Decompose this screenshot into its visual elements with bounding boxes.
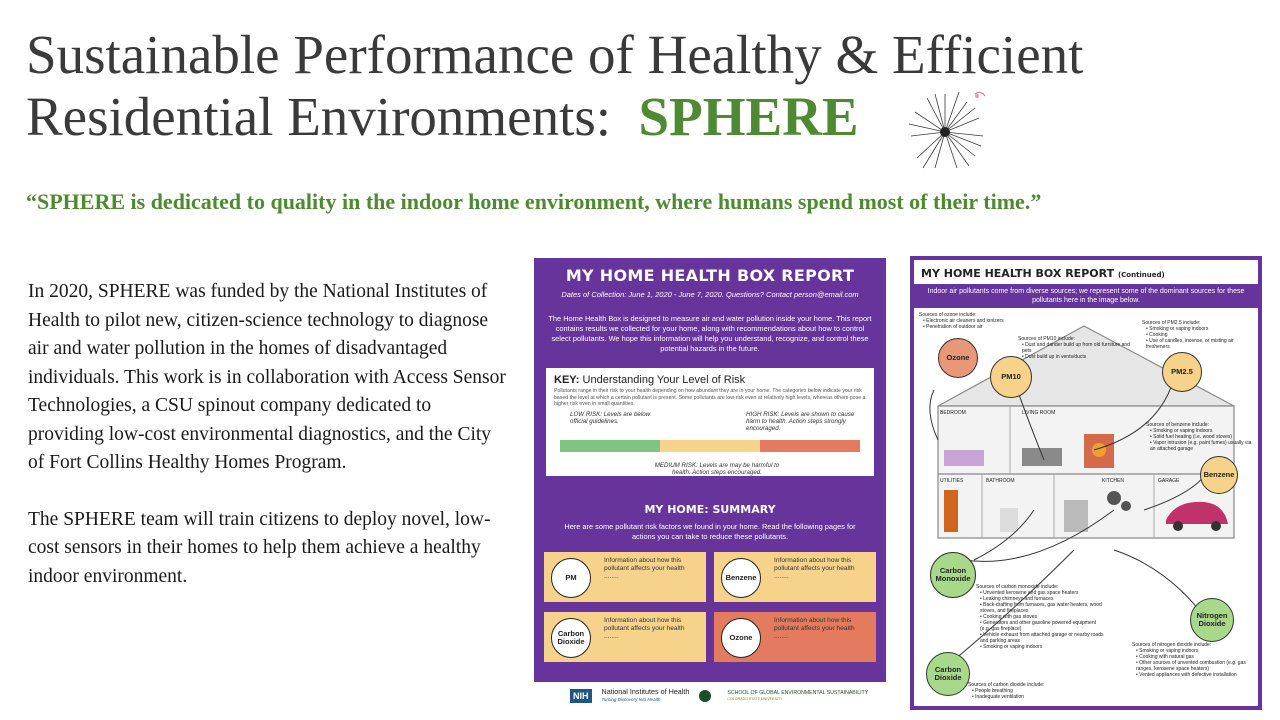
low-risk-label: LOW RISK: Levels are below official guidelines. — [570, 411, 651, 425]
carbon-dioxide-circle: Carbon Dioxide — [926, 652, 970, 696]
risk-bar-low — [560, 440, 660, 452]
risk-key-box — [546, 368, 874, 476]
nih-name: National Institutes of Health Turning Discovery Into Health — [601, 687, 690, 702]
room-label-kitchen: KITCHEN — [1102, 478, 1124, 484]
title-line-2: Residential Environments: SPHERE — [26, 86, 859, 147]
ozone-sources: Sources of ozone include: • Electronic air cleaners and ionizers • Penetration of outdoor air — [919, 312, 1039, 330]
report2-banner: Indoor air pollutants come from diverse sources; we represent some of the dominant sources for these pollutants here in the image below. — [914, 284, 1258, 308]
title-line-1: Sustainable Performance of Healthy & Efficient — [26, 24, 1084, 85]
room-label-bathroom: BATHROOM — [986, 478, 1015, 484]
csu-ram-icon — [699, 690, 711, 702]
card-text: Information about how this pollutant affects your health ........ — [604, 557, 685, 580]
pm25-sources: Sources of PM2.5 include: • Smoking or vaping indoors • Cooking • Use of candles, incense, or misting air fresheners — [1142, 320, 1256, 350]
summary-card-pm — [544, 552, 706, 602]
brand-name: SPHERE — [638, 86, 859, 147]
risk-bar-medium — [660, 440, 760, 452]
body-text — [28, 278, 508, 591]
report1-header — [534, 258, 886, 310]
ozone-circle: Ozone — [938, 338, 978, 378]
report1-intro: The Home Health Box is designed to measure air and water pollution inside your home. This report contains results we collected for your home, along with recommendations about how to control select pollutants. We hope this information will help you understand, recognize, and control these potential hazards in the future. — [548, 314, 872, 353]
report1-title: MY HOME HEALTH BOX REPORT — [565, 266, 855, 285]
card-text: Information about how this pollutant affects your health ........ — [774, 557, 855, 580]
summary-card-carbon-dioxide — [544, 612, 706, 662]
report2-title: MY HOME HEALTH BOX REPORT (Continued) — [921, 267, 1165, 280]
slide-title — [26, 24, 1266, 148]
csu-name: SCHOOL OF GLOBAL ENVIRONMENTAL SUSTAINABILITY COLORADO STATE UNIVERSITY — [727, 690, 869, 701]
medium-risk-label: MEDIUM RISK: Levels are may be harmful to health. Action steps encouraged. — [654, 462, 780, 476]
high-risk-label: HIGH RISK: Levels are shown to cause harm to health. Action steps strongly encouraged. — [746, 411, 855, 432]
summary-description: Here are some pollutant risk factors we found in your home. Read the following pages for actions you can take to reduce these pollutants. — [564, 522, 856, 541]
pollutant-circle: Benzene — [721, 558, 761, 598]
pollutant-circle: PM — [551, 558, 591, 598]
key-description: Pollutants range in their risk to your health depending on how abundant they are in your home. The categories below indicate your risk based the level at which a certain pollutant is present. Some pollutants are low-risk even at relatively high levels, whereas others pose a higher risk even in small quantities. — [554, 388, 866, 407]
carbon-dioxide-sources: Sources of carbon dioxide include: • People breathing • Inadequate ventilation — [968, 682, 1098, 700]
key-title: KEY: Understanding Your Level of Risk — [554, 374, 746, 386]
nitrogen-dioxide-circle: Nitrogen Dioxide — [1190, 598, 1234, 642]
summary-card-benzene — [714, 552, 876, 602]
card-text: Information about how this pollutant affects your health ........ — [604, 617, 685, 640]
report1-dates: Dates of Collection: June 1, 2020 - June 7, 2020. Questions? Contact person@email.com — [561, 290, 859, 299]
room-label-living-room: LIVING ROOM — [1022, 410, 1056, 416]
pollutant-circle: Ozone — [721, 618, 761, 658]
room-label-bedroom: BEDROOM — [940, 410, 966, 416]
pollutant-circle: Carbon Dioxide — [551, 618, 591, 658]
paragraph-1: In 2020, SPHERE was funded by the National Institutes of Health to pilot new, citizen-science technology to diagnose air and water pollution in the homes of disadvantaged individuals. This work is in collaboration with Access Sensor Technologies, a CSU spinout company dedicated to providing low-cost environmental diagnostics, and the City of Fort Collins Healthy Homes Program. — [28, 281, 506, 473]
report-page-2 — [910, 256, 1262, 710]
pm25-circle: PM2.5 — [1162, 352, 1202, 392]
benzene-sources: Sources of benzene include: • Smoking or vaping indoors • Solid fuel heating (i.e. wood stoves) • Vapor intrusion (e.g. paint fumes) usually via an attached garage — [1146, 422, 1258, 452]
paragraph-2: The SPHERE team will train citizens to deploy novel, low-cost sensors in their homes to help them achieve a healthy indoor environment. — [28, 508, 491, 587]
report-page-1 — [534, 258, 886, 710]
dandelion-logo — [905, 88, 991, 174]
summary-card-ozone — [714, 612, 876, 662]
risk-bar-high — [760, 440, 860, 452]
room-label-garage: GARAGE — [1158, 478, 1180, 484]
card-text: Information about how this pollutant affects your health ........ — [774, 617, 855, 640]
room-label-utilities: UTILITIES — [940, 478, 964, 484]
nih-logo: NIH — [570, 689, 592, 703]
benzene-circle: Benzene — [1200, 456, 1238, 494]
mission-quote: “SPHERE is dedicated to quality in the indoor home environment, where humans spend most of their time.” — [26, 189, 1042, 214]
nitrogen-dioxide-sources: Sources of nitrogen dioxide include: • Smoking or vaping indoors • Cooking with natural gas • Other sources of unvented combustion (e.g. gas ranges, kerosene space heaters) • Vented appliances with defective installation — [1132, 642, 1260, 678]
pm10-circle: PM10 — [990, 356, 1032, 398]
carbon-monoxide-circle: Carbon Monoxide — [930, 552, 976, 598]
report1-footer — [534, 682, 886, 710]
risk-scale-bar — [560, 440, 860, 452]
summary-title: MY HOME: SUMMARY — [644, 503, 776, 516]
carbon-monoxide-sources: Sources of carbon monoxide include: • Unvented kerosene and gas space heaters • Leaking chimneys and furnaces • Back-drafting from furnaces, gas water heaters, wood stoves, and fireplaces • Cooking with gas stoves • Generators and other gasoline powered equipment (e.g. gas fireplace) • Vehicle exhaust from attached garage or nearby roads and parking areas • Smoking or vaping indoors — [976, 584, 1104, 650]
pm10-sources: Sources of PM10 include: • Dust and dander build up from old furniture and pets • Dust build up in vents/ducts — [1018, 336, 1138, 360]
